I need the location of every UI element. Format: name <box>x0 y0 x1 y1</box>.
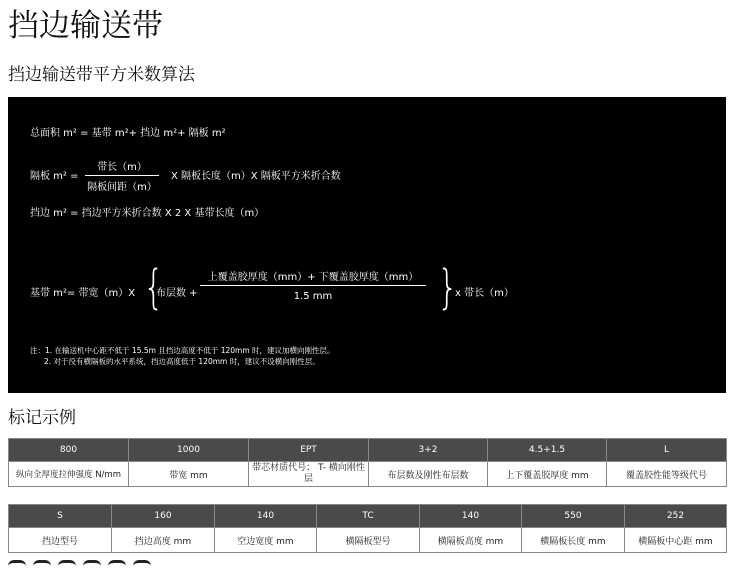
table-cell: 横隔板型号 <box>317 528 420 553</box>
table-cell: 覆盖胶性能等级代号 <box>607 462 727 487</box>
formula-partition-fraction <box>85 158 159 193</box>
section-title-area-formula: 挡边输送带平方米数算法 <box>8 65 195 85</box>
table-cell: 上下覆盖胶厚度 mm <box>488 462 607 487</box>
formula-sidewall: 挡边 m² = 挡边平方米折合数 X 2 X 基带长度（m） <box>30 208 265 219</box>
page-title: 挡边输送带 <box>8 8 163 44</box>
table-header-row <box>9 439 727 462</box>
table-cell: 252 <box>625 505 727 528</box>
note-line-2: 2. 对于没有横隔板的水平系统，挡边高度低于 120mm 时，建议不设横向刚性层。 <box>44 357 320 366</box>
marking-table-1 <box>8 438 727 487</box>
formula-partition-prefix: 隔板 m² = <box>30 171 79 182</box>
table-cell: 550 <box>522 505 625 528</box>
table-cell: 3+2 <box>369 439 488 462</box>
table-cell: 挡边型号 <box>9 528 112 553</box>
table-cell: 带芯材质代号； T- 横向刚性层 <box>249 462 369 487</box>
table-row <box>9 462 727 487</box>
table-cell: 140 <box>215 505 317 528</box>
table-cell: 800 <box>9 439 129 462</box>
formula-base-fraction <box>200 268 426 302</box>
right-brace-icon: } <box>437 260 458 314</box>
cropped-heading-fragment <box>8 560 208 568</box>
table-row <box>9 528 727 553</box>
note-line-1: 注：1. 在输送机中心距不低于 15.5m 且挡边高度不低于 120mm 时，建议加横向刚性层。 <box>30 346 335 355</box>
marking-table-2 <box>8 504 727 553</box>
table-cell: 横隔板长度 mm <box>522 528 625 553</box>
table-cell: 带宽 mm <box>129 462 249 487</box>
table-cell: 空边宽度 mm <box>215 528 317 553</box>
table-cell: 4.5+1.5 <box>488 439 607 462</box>
table-cell: S <box>9 505 112 528</box>
table-cell: L <box>607 439 727 462</box>
table-header-row <box>9 505 727 528</box>
table-cell: 布层数及刚性布层数 <box>369 462 488 487</box>
section-title-marking-example: 标记示例 <box>8 408 76 428</box>
formula-base-denominator: 1.5 mm <box>293 291 333 302</box>
left-brace-icon: { <box>143 260 164 314</box>
formula-panel <box>8 97 726 393</box>
table-cell: 1000 <box>129 439 249 462</box>
table-cell: 140 <box>420 505 522 528</box>
formula-base-numerator: 上覆盖胶厚度（mm）+ 下覆盖胶厚度（mm） <box>207 272 419 283</box>
formula-partition-numerator: 带长（m） <box>97 162 147 173</box>
table-cell: 横隔板中心距 mm <box>625 528 727 553</box>
formula-base-prefix: 基带 m²= 带宽（m）X <box>30 288 136 299</box>
table-cell: 挡边高度 mm <box>112 528 215 553</box>
table-cell: 横隔板高度 mm <box>420 528 522 553</box>
formula-base-plies: 布层数 + <box>156 288 198 299</box>
table-cell: 160 <box>112 505 215 528</box>
formula-partition-denominator: 隔板间距（m） <box>87 182 157 193</box>
table-cell: 纵向全厚度拉伸强度 N/mm <box>9 462 129 487</box>
formula-partition-suffix: X 隔板长度（m）X 隔板平方米折合数 <box>171 171 341 182</box>
table-cell: EPT <box>249 439 369 462</box>
formula-base-suffix: x 带长（m） <box>455 288 514 299</box>
table-cell: TC <box>317 505 420 528</box>
formula-total-area: 总面积 m² = 基带 m²+ 挡边 m²+ 隔板 m² <box>30 128 226 139</box>
